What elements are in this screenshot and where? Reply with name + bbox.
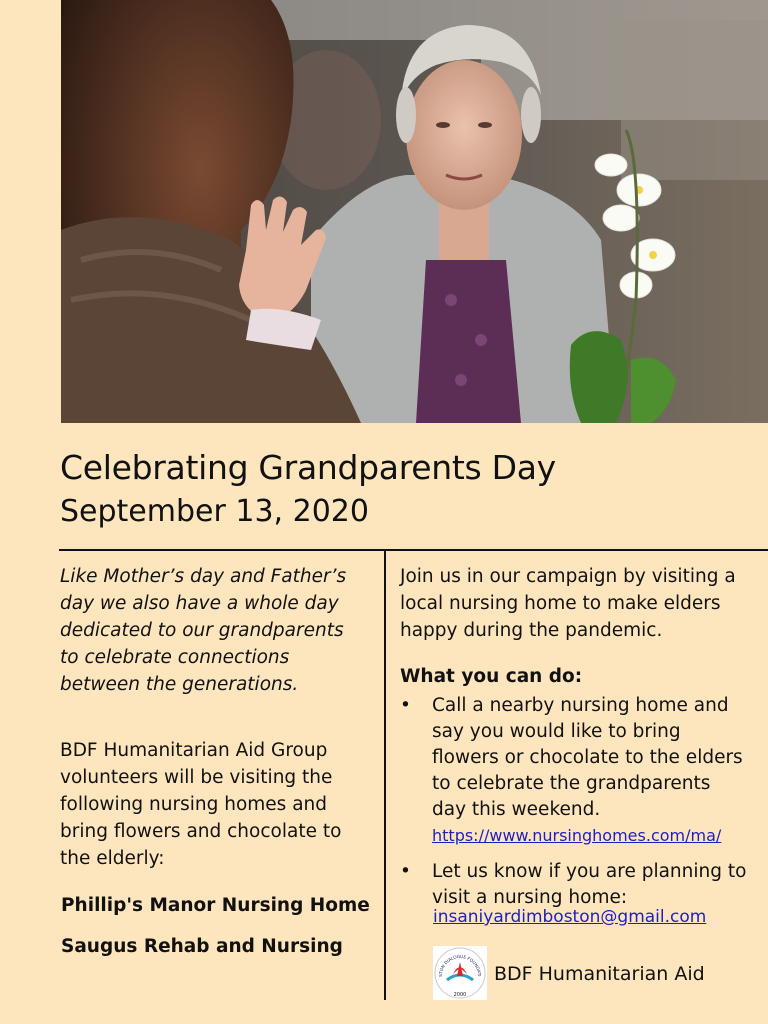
grandmother-at-window-photo <box>61 0 768 423</box>
nursinghomes-link[interactable]: https://www.nursinghomes.com/ma/ <box>432 826 722 845</box>
bullet-text: Call a nearby nursing home and say you would like to bring flowers or chocolate to the elders to celebrate the grandparents day this weekend. <box>432 695 743 820</box>
event-date: September 13, 2020 <box>60 494 369 529</box>
action-list <box>400 693 750 911</box>
join-paragraph: Join us in our campaign by visiting a local nursing home to make elders happy during the pandemic. <box>400 566 736 641</box>
boston-dialogue-foundation-logo <box>433 946 487 1000</box>
nursing-home-name: Saugus Rehab and Nursing <box>61 936 343 957</box>
email-link[interactable]: insaniyardimboston@gmail.com <box>433 907 707 927</box>
bullet-text: Let us know if you are planning to visit a nursing home: <box>432 861 747 908</box>
bullet-icon: • <box>400 695 411 716</box>
list-item <box>400 693 750 849</box>
vertical-divider <box>384 551 386 1000</box>
logo-text: STON DIALOGUE FOUNDATI <box>437 953 483 977</box>
horizontal-divider <box>59 549 768 551</box>
organization-name: BDF Humanitarian Aid <box>494 963 705 985</box>
intro-paragraph: Like Mother’s day and Father’s day we also have a whole day dedicated to our grandparents to celebrate connections between the generations. <box>60 566 347 695</box>
volunteers-paragraph: BDF Humanitarian Aid Group volunteers will be visiting the following nursing homes and bring flowers and chocolate to the elderly: <box>60 740 342 869</box>
bullet-icon: • <box>400 861 411 882</box>
photo-illustration <box>61 0 768 423</box>
what-you-can-do-heading: What you can do: <box>400 666 583 687</box>
right-column <box>400 563 750 911</box>
logo-graphic <box>433 946 487 1000</box>
nursing-home-name: Phillip's Manor Nursing Home <box>61 895 370 916</box>
page-title: Celebrating Grandparents Day <box>60 448 556 487</box>
logo-year: 2000 <box>453 992 467 998</box>
left-column <box>60 563 360 872</box>
